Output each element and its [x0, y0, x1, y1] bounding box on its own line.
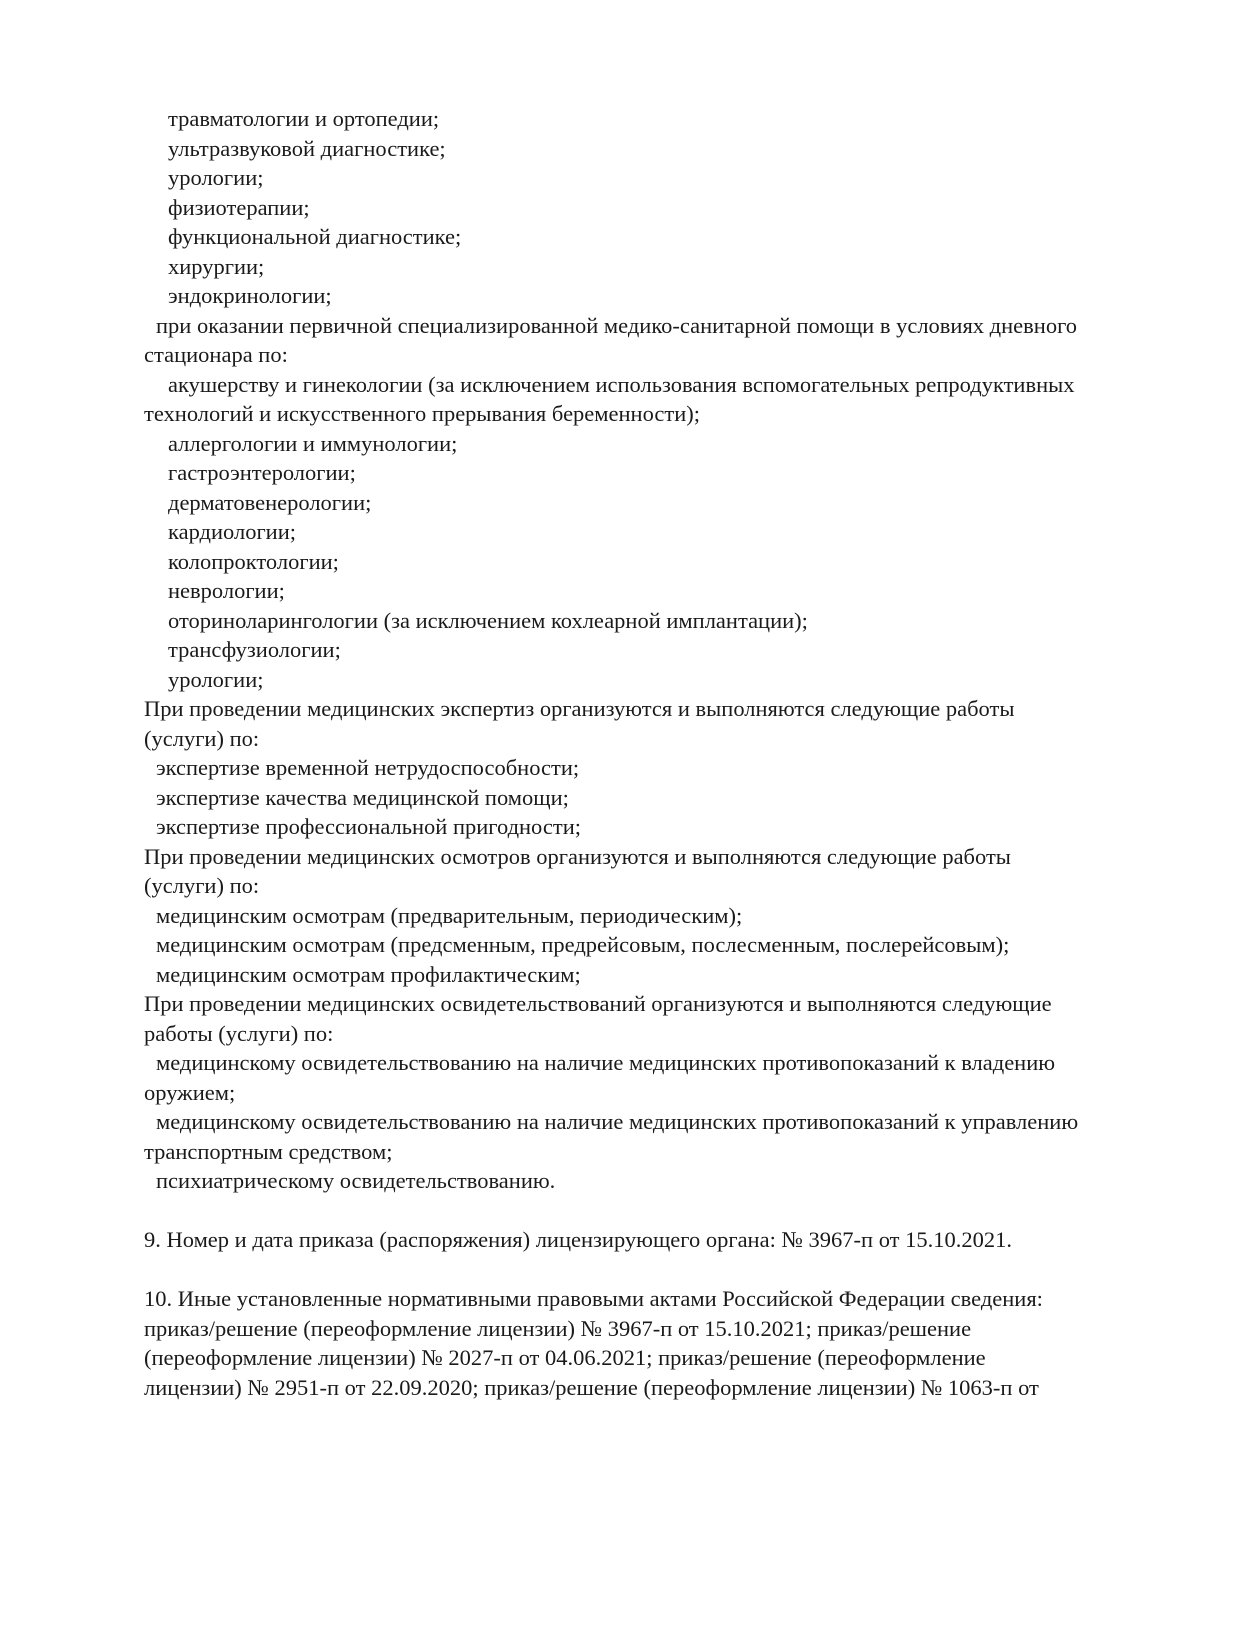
- text-line: физиотерапии;: [168, 194, 310, 220]
- text-line: медицинскому освидетельствованию на наличие медицинских противопоказаний к управлению: [156, 1109, 1079, 1134]
- text-line: оториноларингологии (за исключением кохлеарной имплантации);: [168, 607, 808, 633]
- text-line: колопроктологии;: [168, 548, 339, 574]
- text-line: (услуги) по:: [144, 873, 260, 898]
- text-line: приказ/решение (переоформление лицензии) № 3967-п от 15.10.2021; приказ/решение: [144, 1315, 972, 1341]
- text-line: (услуги) по:: [144, 725, 260, 751]
- text-line: при оказании первичной специализированной медико-санитарной помощи в условиях дневного: [156, 312, 1077, 338]
- text-line: транспортным средством;: [144, 1138, 393, 1164]
- text-line: экспертизе профессиональной пригодности;: [156, 814, 581, 839]
- blank-line: [144, 1255, 1154, 1285]
- text-line: При проведении медицинских освидетельствований организуются и выполняются следующие: [144, 991, 1052, 1016]
- text-line: травматологии и ортопедии;: [168, 106, 440, 131]
- text-line: медицинскому освидетельствованию на наличие медицинских противопоказаний к владению: [156, 1050, 1056, 1075]
- text-line: медицинским осмотрам профилактическим;: [156, 961, 581, 987]
- text-line: медицинским осмотрам (предсменным, предрейсовым, послесменным, послерейсовым);: [156, 932, 1010, 957]
- text-line: технологий и искусственного прерывания беременности);: [144, 401, 701, 426]
- text-line: оружием;: [144, 1079, 236, 1105]
- text-line: стационара по:: [144, 342, 288, 367]
- text-line: урологии;: [168, 165, 264, 190]
- text-line: экспертизе качества медицинской помощи;: [156, 784, 569, 810]
- document-body: [144, 104, 1154, 1402]
- text-line: хирургии;: [168, 253, 265, 279]
- text-line: трансфузиологии;: [168, 637, 341, 662]
- text-line: медицинским осмотрам (предварительным, периодическим);: [156, 902, 743, 928]
- text-line: урологии;: [168, 666, 264, 692]
- text-line: психиатрическому освидетельствованию.: [156, 1168, 556, 1193]
- text-line: гастроэнтерологии;: [168, 460, 356, 485]
- text-line: 10. Иные установленные нормативными правовыми актами Российской Федерации сведения:: [144, 1286, 1043, 1311]
- text-line: работы (услуги) по:: [144, 1020, 334, 1046]
- text-line: лицензии) № 2951-п от 22.09.2020; приказ/решение (переоформление лицензии) № 1063-п от: [144, 1374, 1039, 1400]
- text-line: аллергологии и иммунологии;: [168, 430, 458, 456]
- text-line: 9. Номер и дата приказа (распоряжения) лицензирующего органа: № 3967-п от 15.10.2021.: [144, 1227, 1012, 1252]
- blank-line: [144, 1196, 1154, 1226]
- text-line: ультразвуковой диагностике;: [168, 135, 446, 161]
- text-line: При проведении медицинских экспертиз организуются и выполняются следующие работы: [144, 696, 1015, 721]
- text-line: экспертизе временной нетрудоспособности;: [156, 755, 580, 780]
- text-line: акушерству и гинекологии (за исключением использования вспомогательных репродуктивных: [168, 371, 1075, 397]
- text-line: эндокринологии;: [168, 283, 332, 308]
- text-line: кардиологии;: [168, 519, 297, 544]
- text-line: дерматовенерологии;: [168, 489, 372, 515]
- text-line: функциональной диагностике;: [168, 224, 462, 249]
- text-line: При проведении медицинских осмотров организуются и выполняются следующие работы: [144, 843, 1011, 869]
- text-line: (переоформление лицензии) № 2027-п от 04.06.2021; приказ/решение (переоформление: [144, 1345, 986, 1370]
- text-line: неврологии;: [168, 578, 285, 603]
